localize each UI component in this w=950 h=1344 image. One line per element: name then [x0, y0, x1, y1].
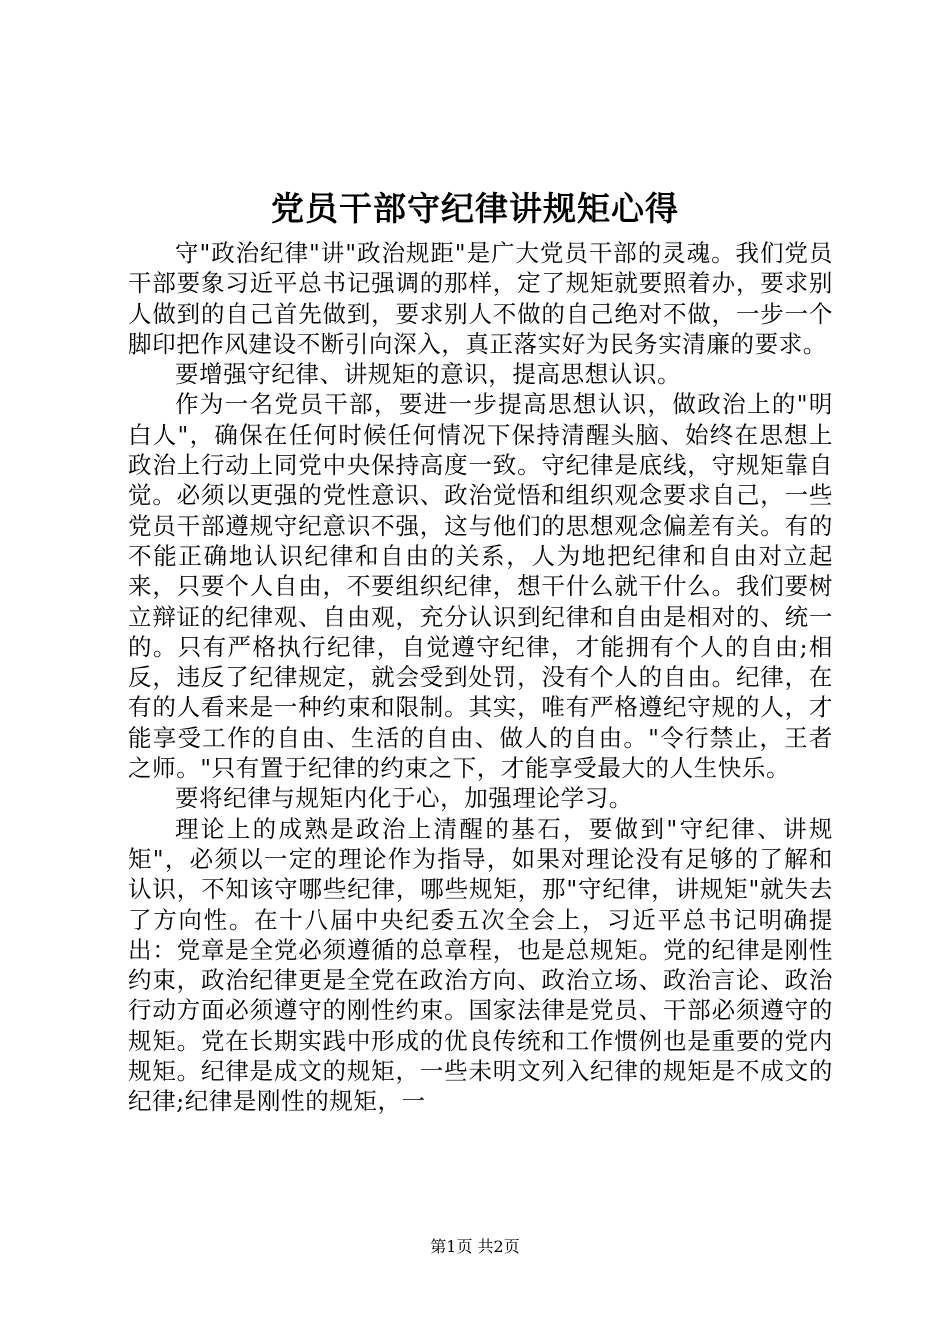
page-footer: 第1页 共2页 [430, 1237, 520, 1256]
paragraph-heading-awareness: 要增强守纪律、讲规矩的意识，提高思想认识。 [175, 360, 682, 389]
paragraph-heading-study: 要将纪律与规矩内化于心，加强理论学习。 [175, 784, 633, 813]
paragraph-intro: 守"政治纪律"讲"政治规距"是广大党员干部的灵魂。我们党员干部要象习近平总书记强调的那样，定了规矩就要照着办，要求别人做到的自己首先做到，要求别人不做的自己绝对不做，一步一个脚印把作风建设不断引向深入，真正落实好为民务实清廉的要求。 [128, 239, 833, 358]
document-body [128, 238, 833, 1117]
paragraph-awareness: 作为一名党员干部，要进一步提高思想认识，做政治上的"明白人"，确保在任何时候任何情况下保持清醒头脑、始终在思想上政治上行动上同党中央保持高度一致。守纪律是底线，守规矩靠自觉。必须以更强的党性意识、政治觉悟和组织观念要求自己，一些党员干部遵规守纪意识不强，这与他们的思想观念偏差有关。有的不能正确地认识纪律和自由的关系，人为地把纪律和自由对立起来，只要个人自由，不要组织纪律，想干什么就干什么。我们要树立辩证的纪律观、自由观，充分认识到纪律和自由是相对的、统一的。只有严格执行纪律，自觉遵守纪律，才能拥有个人的自由;相反，违反了纪律规定，就会受到处罚，没有个人的自由。纪律，在有的人看来是一种约束和限制。其实，唯有严格遵纪守规的人，才能享受工作的自由、生活的自由、做人的自由。"令行禁止，王者之师。"只有置于纪律的约束之下，才能享受最大的人生快乐。 [128, 390, 833, 783]
document-title: 党员干部守纪律讲规矩心得 [271, 189, 679, 228]
paragraph-study: 理论上的成熟是政治上清醒的基石，要做到"守纪律、讲规矩"，必须以一定的理论作为指导，如果对理论没有足够的了解和认识，不知该守哪些纪律，哪些规矩，那"守纪律，讲规矩"就失去了方向性。在十八届中央纪委五次全会上，习近平总书记明确提出：党章是全党必须遵循的总章程，也是总规矩。党的纪律是刚性约束，政治纪律更是全党在政治方向、政治立场、政治言论、政治行动方面必须遵守的刚性约束。国家法律是党员、干部必须遵守的规矩。党在长期实践中形成的优良传统和工作惯例也是重要的党内规矩。纪律是成文的规矩，一些未明文列入纪律的规矩是不成文的纪律;纪律是刚性的规矩，一 [128, 814, 833, 1116]
